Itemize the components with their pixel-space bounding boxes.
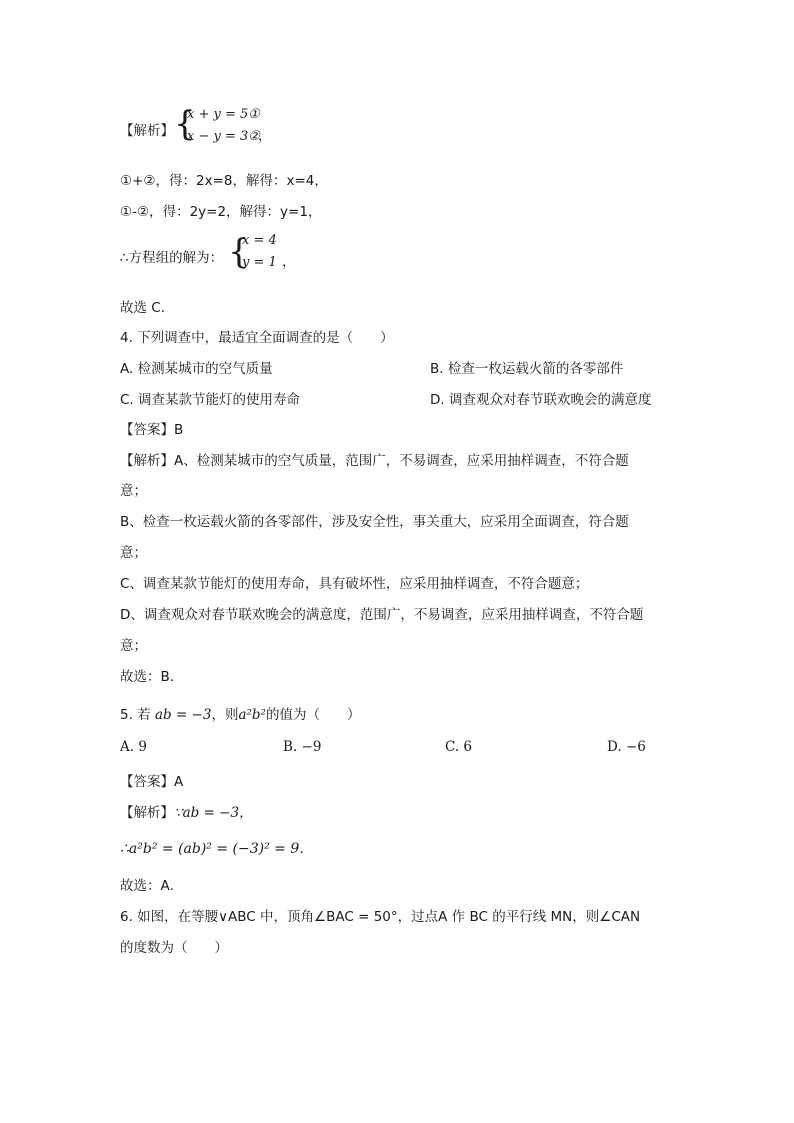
q4-analysis-d: D、调查观众对春节联欢晚会的满意度，范围广，不易调查，应采用抽样调查，不符合题 (120, 607, 644, 623)
analysis-text: A、检测某城市的空气质量，范围广，不易调查，应采用抽样调查，不符合题 (174, 453, 629, 469)
answer-label: 【答案】 (120, 774, 174, 790)
solution-x: x = 4 (242, 233, 277, 248)
q5-option-a: A. 9 (120, 739, 147, 755)
q5-therefore: ∴a²b² = (ab)² = (−3)² = 9． (120, 841, 314, 857)
solution-prefix: ∴方程组的解为： (120, 250, 224, 266)
q6-stem-line2: 的度数为（ ） (120, 940, 228, 956)
system-tail: ， (258, 128, 272, 144)
q4-analysis-b-cont: 意； (120, 545, 147, 561)
q5-option-c: C. 6 (445, 739, 473, 755)
step-subtract: ①-②，得：2y=2，解得：y=1， (120, 204, 322, 220)
jiexi-label: 【解析】 (120, 805, 174, 821)
q5-expression: a²b² (238, 707, 266, 723)
q4-option-d: D. 调查观众对春节联欢晚会的满意度 (430, 392, 652, 408)
q4-answer (120, 418, 183, 438)
answer-value: B (174, 422, 184, 438)
answer-label: 【答案】 (120, 422, 174, 438)
q6-stem-line1: 6. 如图，在等腰∨ABC 中，顶角∠BAC = 50°，过点A 作 BC 的平行线 MN，则∠CAN (120, 909, 641, 925)
q4-analysis-a (120, 449, 629, 469)
system-brace: { (174, 104, 196, 144)
system-equations (187, 104, 260, 148)
q5-option-b: B. −9 (283, 739, 322, 755)
q5-choose: 故选：A． (120, 878, 184, 894)
q4-stem: 4. 下列调查中，最适宜全面调查的是（ ） (120, 330, 394, 346)
step-add: ①+②，得：2x=8，解得：x=4， (120, 173, 328, 189)
q4-option-c: C. 调查某款节能灯的使用寿命 (120, 392, 301, 408)
q5-stem (120, 703, 360, 723)
q5-stem-mid: ，则 (211, 707, 239, 723)
q5-stem-prefix: 5. 若 (120, 707, 151, 723)
answer-value: A (174, 774, 184, 790)
because-text: ∵ab = −3， (174, 805, 253, 821)
q5-analysis-because (120, 801, 253, 821)
solution-brace: { (228, 232, 250, 272)
solution-tail: ， (282, 254, 296, 270)
q4-option-b: B. 检查一枚运载火箭的各零部件 (430, 361, 624, 377)
q4-choose: 故选：B． (120, 669, 184, 685)
q4-analysis-c: C、调查某款节能灯的使用寿命，具有破坏性，应采用抽样调查，不符合题意； (120, 576, 589, 592)
equation-2: x − y = 3② (187, 129, 260, 144)
q5-answer (120, 770, 183, 790)
q5-option-d: D. −6 (607, 739, 646, 755)
q4-analysis-d-cont: 意； (120, 638, 147, 654)
q5-stem-suffix: 的值为（ ） (265, 707, 361, 723)
solution-y: y = 1 (242, 255, 277, 270)
jiexi-label-1: 【解析】 (120, 123, 174, 139)
jiexi-label: 【解析】 (120, 453, 174, 469)
solution-equations (242, 230, 277, 274)
choose-c: 故选 C． (120, 300, 175, 316)
q4-analysis-a-cont: 意； (120, 483, 147, 499)
q4-analysis-b: B、检查一枚运载火箭的各零部件，涉及安全性，事关重大，应采用全面调查，符合题 (120, 514, 629, 530)
equation-1: x + y = 5① (187, 107, 260, 122)
q5-condition: ab = −3 (154, 707, 212, 723)
q4-option-a: A. 检测某城市的空气质量 (120, 361, 273, 377)
